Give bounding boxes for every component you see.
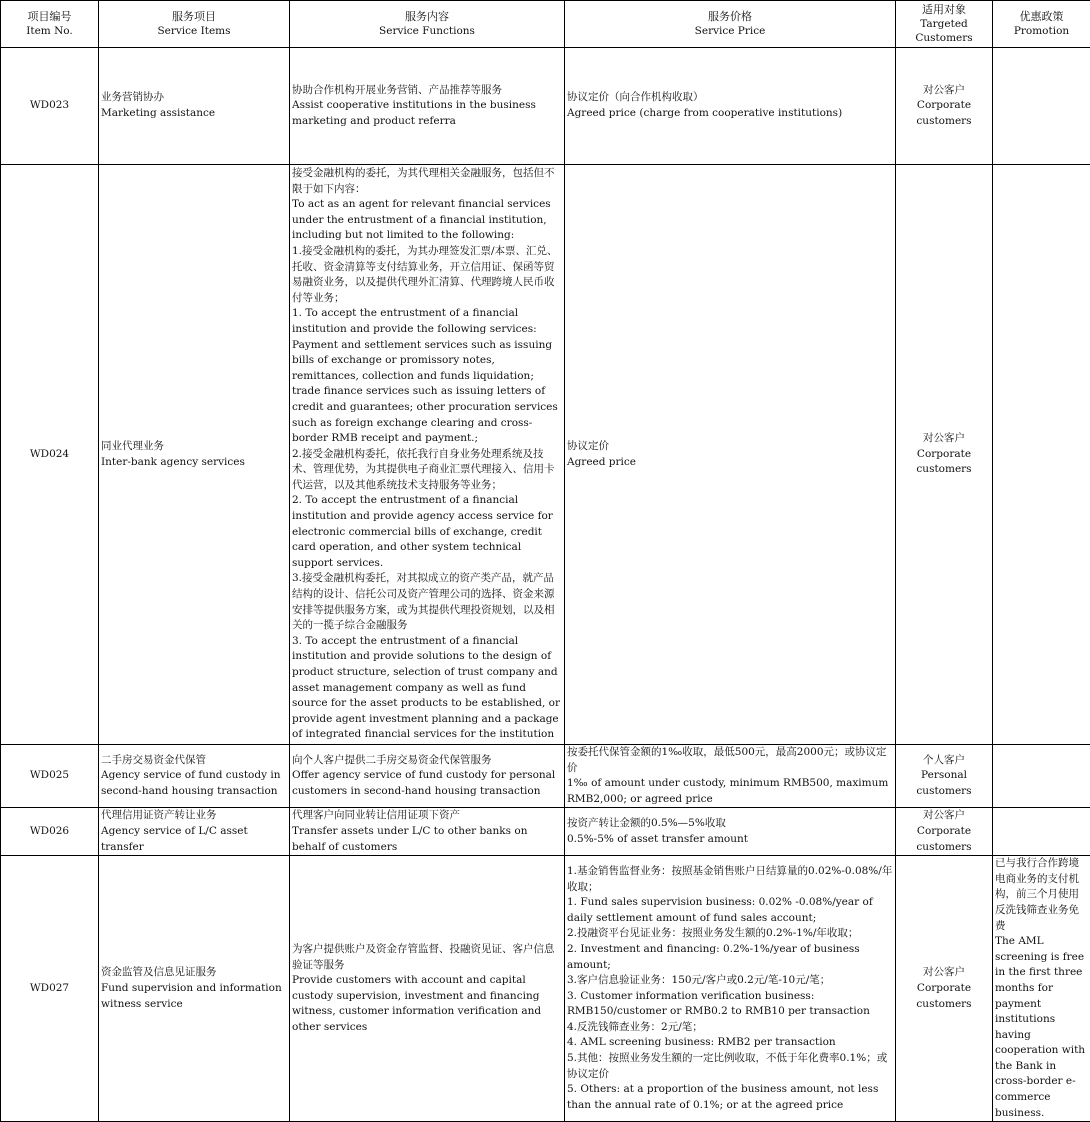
promotion-cell [993,48,1090,165]
service-functions-cell: 代理客户向同业转让信用证项下资产 Transfer assets under L/C to other banks on behalf of customers [290,808,565,856]
promotion-cell [993,745,1090,808]
table-row [1,745,1090,808]
promotion-cell: 已与我行合作跨境电商业务的支付机构，前三个月使用反洗钱筛查业务免费 The AML screening is free in the first three months for payment institutions having cooperation with the Bank in cross-border e-commerce business. [993,856,1090,1122]
item-no-cell: WD024 [1,165,99,745]
promotion-cell [993,165,1090,745]
service-functions-cell: 接受金融机构的委托，为其代理相关金融服务，包括但不限于如下内容： To act as an agent for relevant financial services under the entrustment of a financial institution, including but not limited to the following: 1.接受金融机构的委托，为其办理签发汇票/本票、汇兑、托收、资金清算等支付结算业务，开立信用证、保函等贸易融资业务，以及提供代理外汇清算、代理跨境人民币收付等业务； 1. To accept the entrustment of a financial institution and provide the following services: Payment and settlement services such as issuing bills of exchange or promissory notes, remittances, collection and funds liquidation; trade finance services such as issuing letters of credit and guarantees; other procuration services such as foreign exchange clearing and cross-border RMB receipt and payment.; 2.接受金融机构委托，依托我行自身业务处理系统及技术、管理优势，为其提供电子商业汇票代理接入、信用卡代运营，以及其他系统技术支持服务等业务； 2. To accept the entrustment of a financial institution and provide agency access service for electronic commercial bills of exchange, credit card operation, and other system technical support services. 3.接受金融机构委托，对其拟成立的资产类产品，就产品结构的设计、信托公司及资产管理公司的选择、资金来源安排等提供服务方案，或为其提供代理投资规划，以及相关的一揽子综合金融服务 3. To accept the entrustment of a financial institution and provide solutions to the design of product structure, selection of trust company and asset management company as well as fund source for the asset products to be established, or provide agent investment planning and a package of integrated financial services for the institution [290,165,565,745]
service-functions-cell: 协助合作机构开展业务营销、产品推荐等服务 Assist cooperative institutions in the business marketing and product referra [290,48,565,165]
targeted-customers-cell: 对公客户 Corporate customers [896,856,993,1122]
table-row [1,48,1090,165]
targeted-customers-cell: 对公客户 Corporate customers [896,165,993,745]
targeted-customers-cell: 个人客户 Personal customers [896,745,993,808]
header-item-no: 项目编号 Item No. [1,1,99,48]
table-row [1,165,1090,745]
header-service-items: 服务项目 Service Items [99,1,290,48]
targeted-customers-cell: 对公客户 Corporate customers [896,808,993,856]
service-functions-cell: 向个人客户提供二手房交易资金代保管服务 Offer agency service of fund custody for personal customers in second-hand housing transaction [290,745,565,808]
item-no-cell: WD025 [1,745,99,808]
item-no-cell: WD023 [1,48,99,165]
header-service-functions: 服务内容 Service Functions [290,1,565,48]
item-no-cell: WD026 [1,808,99,856]
table-header-row [1,1,1090,48]
promotion-cell [993,808,1090,856]
header-targeted-customers: 适用对象 Targeted Customers [896,1,993,48]
service-functions-cell: 为客户提供账户及资金存管监督、投融资见证、客户信息验证等服务 Provide customers with account and capital custody supervision, investment and financing witness, customer information verification and other services [290,856,565,1122]
service-item-cell: 资金监管及信息见证服务 Fund supervision and information witness service [99,856,290,1122]
service-item-cell: 代理信用证资产转让业务 Agency service of L/C asset transfer [99,808,290,856]
service-price-cell: 协议定价 Agreed price [565,165,896,745]
service-item-cell: 二手房交易资金代保管 Agency service of fund custody in second-hand housing transaction [99,745,290,808]
service-price-cell: 按资产转让金额的0.5%—5%收取 0.5%-5% of asset transfer amount [565,808,896,856]
service-price-cell: 1.基金销售监督业务：按照基金销售账户日结算量的0.02%-0.08%/年收取； 1. Fund sales supervision business: 0.02% -0.08%/year of daily settlement amount of fund sales account; 2.投融资平台见证业务：按照业务发生额的0.2%-1%/年收取； 2. Investment and financing: 0.2%-1%/year of business amount; 3.客户信息验证业务：150元/客户或0.2元/笔-10元/笔； 3. Customer information verification business: RMB150/customer or RMB0.2 to RMB10 per transaction 4.反洗钱筛查业务：2元/笔； 4. AML screening business: RMB2 per transaction 5.其他：按照业务发生额的一定比例收取，不低于年化费率0.1%；或协议定价 5. Others: at a proportion of the business amount, not less than the annual rate of 0.1%; or at the agreed price [565,856,896,1122]
service-item-cell: 业务营销协办 Marketing assistance [99,48,290,165]
table-row [1,856,1090,1122]
header-service-price: 服务价格 Service Price [565,1,896,48]
service-price-cell: 按委托代保管金额的1‰收取，最低500元，最高2000元；或协议定价 1‰ of amount under custody, minimum RMB500, maximum RMB2,000; or agreed price [565,745,896,808]
service-price-cell: 协议定价（向合作机构收取） Agreed price (charge from cooperative institutions) [565,48,896,165]
table-row [1,808,1090,856]
service-item-cell: 同业代理业务 Inter-bank agency services [99,165,290,745]
targeted-customers-cell: 对公客户 Corporate customers [896,48,993,165]
item-no-cell: WD027 [1,856,99,1122]
header-promotion: 优惠政策 Promotion [993,1,1090,48]
